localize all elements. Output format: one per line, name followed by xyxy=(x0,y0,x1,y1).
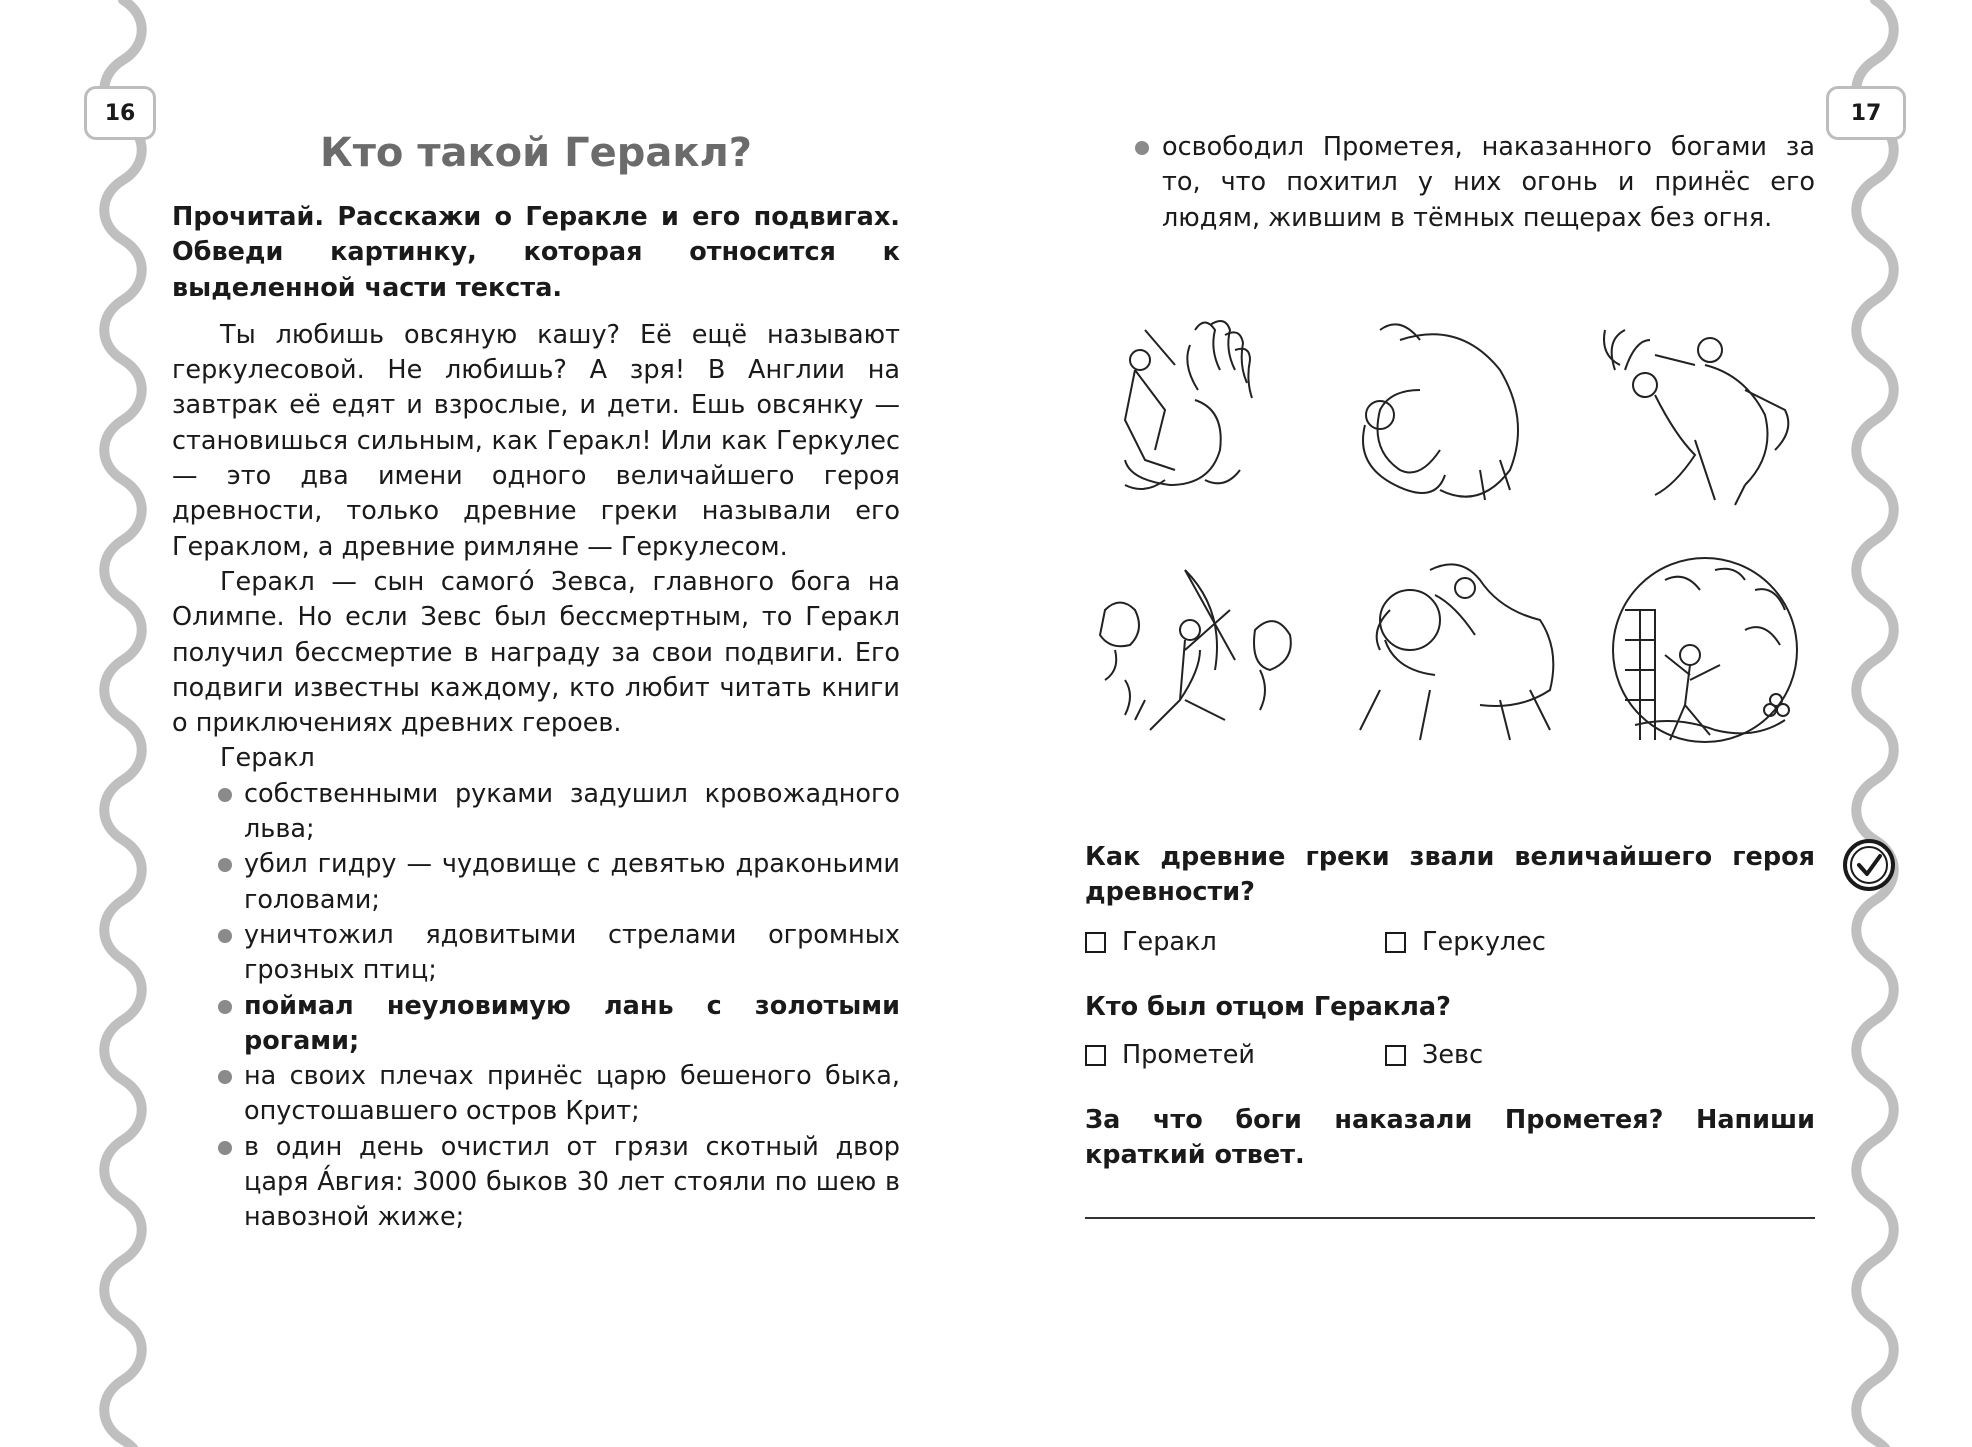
deed-bull: на своих плечах принёс царю бешеного быка, опустошавшего остров Крит; xyxy=(244,1059,900,1130)
answer-line[interactable] xyxy=(1085,1217,1815,1219)
birds-medallion[interactable] xyxy=(1085,550,1305,750)
lion-medallion[interactable] xyxy=(1340,550,1560,750)
paragraph-2: Геракл — сын самого́ Зевса, главного бога на Олимпе. Но если Зевс был бессмертным, то Геракл получил бессмертие в награду за свои подвиги. Его подвиги известны каждому, кто любит читать книги о приключениях древних героев. xyxy=(172,566,900,739)
page-title: Кто такой Геракл? xyxy=(320,130,752,176)
deed-stables: в один день очистил от грязи скотный двор царя А́вгия: 3000 быков 30 лет стояли по шею в навозной жиже; xyxy=(244,1130,900,1236)
bullet-dot xyxy=(1135,141,1149,155)
task-instruction: Прочитай. Расскажи о Геракле и его подвигах. Обведи картинку, которая относится к выделенной части текста. xyxy=(172,202,900,303)
q2-option-1[interactable]: Прометей xyxy=(1085,1038,1255,1073)
deeds-list xyxy=(172,777,900,1236)
picture-grid xyxy=(1085,310,1815,780)
bull-medallion[interactable] xyxy=(1340,310,1560,510)
deed-prometheus: освободил Прометея, наказанного богами за то, что похитил у них огонь и принёс его людям, жившим в тёмных пещерах без огня. xyxy=(1162,132,1815,233)
page-number-right: 17 xyxy=(1826,86,1906,140)
right-wave-border xyxy=(1840,0,1910,1447)
deed-lion: собственными руками задушил кровожадного льва; xyxy=(244,777,900,848)
checkbox-icon[interactable] xyxy=(1085,1045,1106,1066)
page-number-left: 16 xyxy=(84,86,156,140)
deed-hydra: убил гидру — чудовище с девятью драконьими головами; xyxy=(244,847,900,918)
checkbox-icon[interactable] xyxy=(1085,932,1106,953)
hind-medallion[interactable] xyxy=(1595,310,1815,510)
list-intro: Геракл xyxy=(220,743,315,774)
question-2: Кто был отцом Геракла? xyxy=(1085,992,1451,1022)
left-wave-border xyxy=(88,0,158,1447)
check-circle-icon xyxy=(1842,838,1896,892)
checkbox-icon[interactable] xyxy=(1385,1045,1406,1066)
q2-option-2[interactable]: Зевс xyxy=(1385,1038,1483,1073)
question-1: Как древние греки звали величайшего героя древности? xyxy=(1085,842,1815,908)
q1-option-2[interactable]: Геркулес xyxy=(1385,925,1546,960)
deed-birds: уничтожил ядовитыми стрелами огромных грозных птиц; xyxy=(244,918,900,989)
hydra-medallion[interactable] xyxy=(1085,310,1305,510)
question-3: За что боги наказали Прометея? Напиши краткий ответ. xyxy=(1085,1105,1815,1171)
left-text-column xyxy=(172,200,900,1236)
checkbox-icon[interactable] xyxy=(1385,932,1406,953)
stables-medallion[interactable] xyxy=(1595,550,1815,750)
deed-hind-highlighted: поймал неуловимую лань с золотыми рогами; xyxy=(244,989,900,1060)
paragraph-1: Ты любишь овсяную кашу? Её ещё называют геркулесовой. Не любишь? А зря! В Англии на завтрак её едят и взрослые, и дети. Ешь овсянку — становишься сильным, как Геракл! Или как Геркулес — это два имени одного величайшего героя древности, только древние греки называли его Гераклом, а древние римляне — Геркулесом. xyxy=(172,319,900,562)
q1-option-1[interactable]: Геракл xyxy=(1085,925,1217,960)
